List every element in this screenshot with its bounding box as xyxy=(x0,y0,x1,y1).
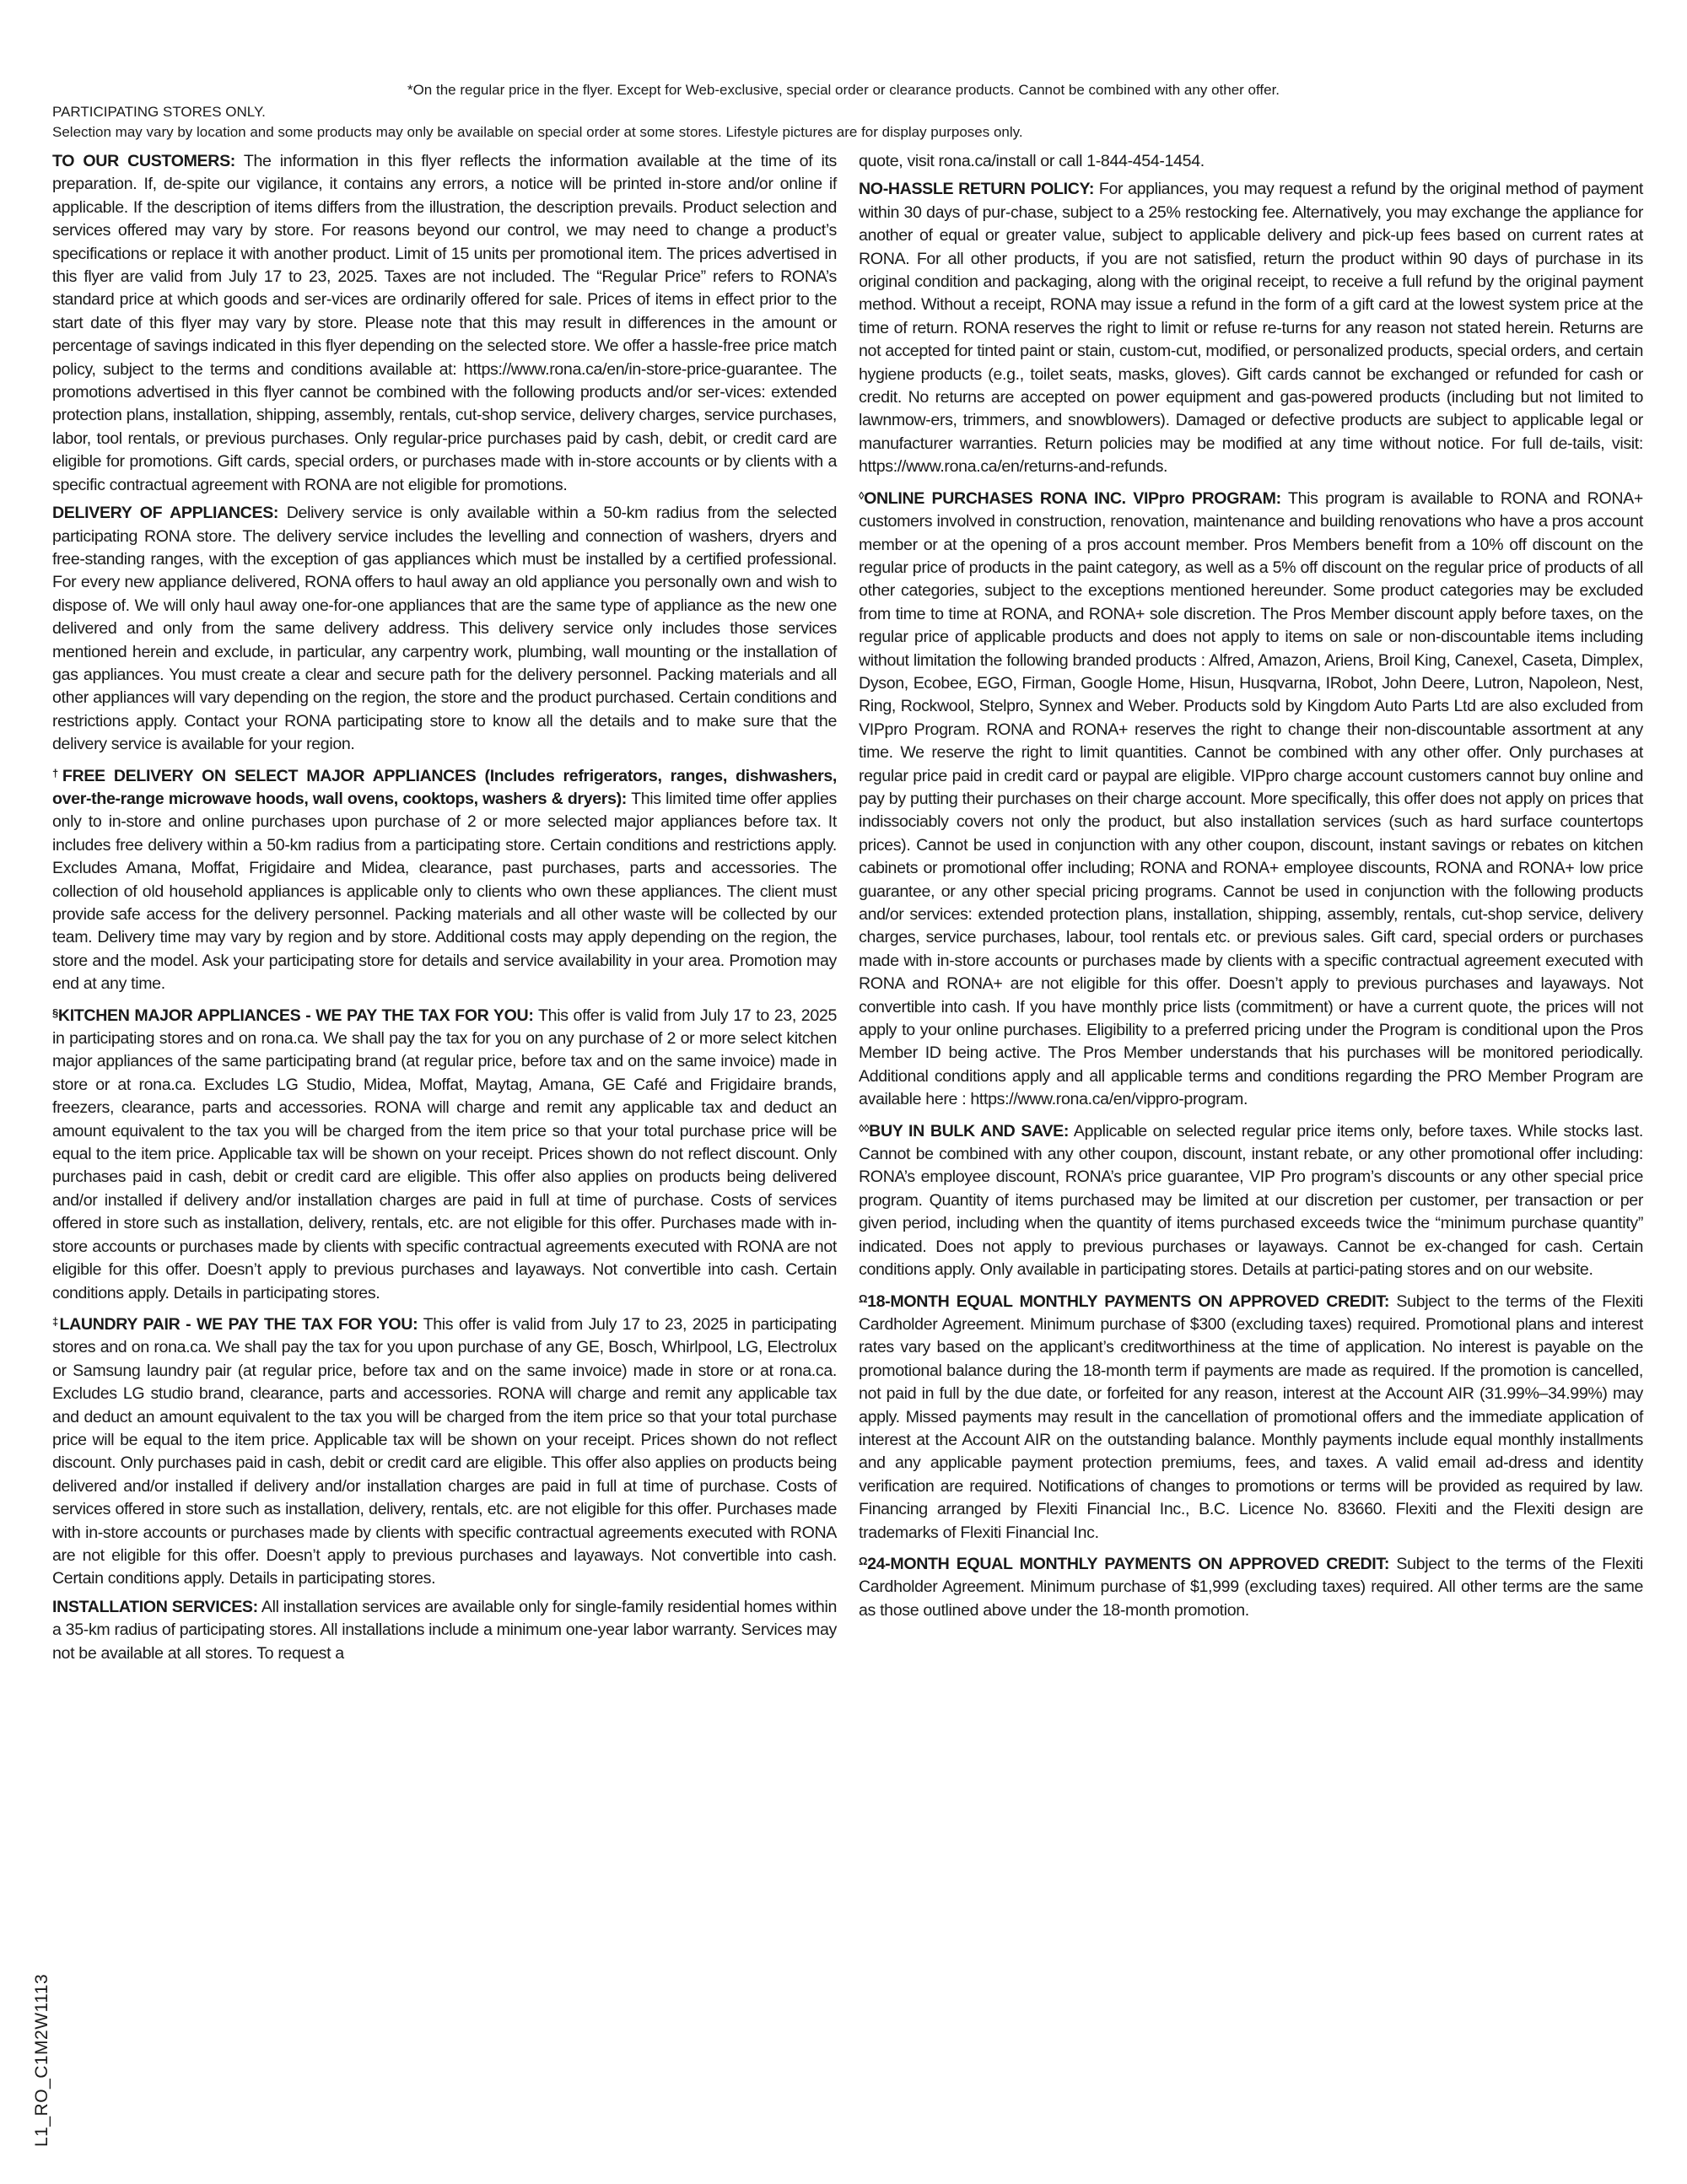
terms-body: For appliances, you may request a refund by the original method of payment within 30 days of pur-chase, subject to a 25% restocking fee. Alternatively, you may exchange the appliance for another of equal or greater value, subject to applicable delivery and pick-up fees based on current rates at RONA. For all other products, if you are not satisfied, return the product within 90 days of purchase in its original condition and packaging, along with the original receipt, to receive a full refund by the original payment method. Without a receipt, RONA may issue a refund in the form of a gift card at the lowest system price at the time of return. RONA reserves the right to limit or refuse re-turns for any reason not stated herein. Returns are not accepted for tinted paint or stain, custom-cut, modified, or personalized products, special orders, and certain hygiene products (e.g., toilet seats, masks, gloves). Gift cards cannot be exchanged or refunded for cash or credit. No returns are accepted on power equipment and gas-powered products (including but not limited to lawnmow-ers, trimmers, and snowblowers). Damaged or defective products are subject to applicable legal or manufacturer warranties. Return policies may be modified at any time without notice. For full de-tails, visit: https://www.rona.ca/en/returns-and-refunds. xyxy=(859,180,1643,477)
terms-paragraph xyxy=(52,1596,837,1665)
footnote-symbol: ◊◊ xyxy=(859,1121,870,1135)
terms-heading: DELIVERY OF APPLIANCES: xyxy=(52,504,279,523)
terms-paragraph xyxy=(859,150,1643,173)
terms-body: This limited time offer applies only to in-store and online purchases upon purchase of 2 or more selected major appliances before tax. It includes free delivery within a 50-km radius from a participating store. Certain conditions and restrictions apply. Excludes Amana, Moffat, Frigidaire and Midea, clearance, past purchases, parts and accessories. The collection of old household appliances is applicable only to clients who own these appliances. The client must provide safe access for the delivery personnel. Packing materials and all other waste will be collected by our team. Delivery time may vary by region and by store. Additional costs may apply depending on the region, the store and the model. Ask your participating store for details and service availability in your area. Promotion may end at any time. xyxy=(52,789,837,994)
left-column xyxy=(52,150,837,1670)
terms-body: Subject to the terms of the Flexiti Cardholder Agreement. Minimum purchase of $1,999 (excluding taxes) required. All other terms are the same as those outlined above under the 18-month promotion. xyxy=(859,1554,1643,1620)
terms-heading: 24-MONTH EQUAL MONTHLY PAYMENTS ON APPROVED CREDIT: xyxy=(867,1554,1390,1573)
right-column xyxy=(859,150,1643,1627)
terms-paragraph xyxy=(52,1001,837,1305)
selection-note: Selection may vary by location and some products may only be available on special order at some stores. Lifestyle pictures are for display purposes only. xyxy=(52,124,1023,140)
terms-heading: KITCHEN MAJOR APPLIANCES - WE PAY THE TAX FOR YOU: xyxy=(57,1006,534,1025)
footnote-symbol: § xyxy=(52,1006,58,1019)
terms-paragraph xyxy=(52,762,837,996)
terms-body: All installation services are available only for single-family residential homes within a 35-km radius of participating stores. All installations include a minimum one-year labor warranty. Services may not be available at all stores. To request a xyxy=(52,1597,838,1663)
terms-heading: NO-HASSLE RETURN POLICY: xyxy=(859,180,1094,199)
terms-paragraph xyxy=(859,1287,1643,1545)
footnote-symbol: † xyxy=(52,766,62,779)
footnote-symbol: ‡ xyxy=(52,1314,60,1328)
footnote-symbol: Ω xyxy=(859,1554,868,1567)
terms-heading: LAUNDRY PAIR - WE PAY THE TAX FOR YOU: xyxy=(59,1314,418,1334)
flyer-disclaimer: *On the regular price in the flyer. Except for Web-exclusive, special order or clearance products. Cannot be combined with any other offer. xyxy=(407,82,1280,98)
terms-body: Delivery service is only available within a 50-km radius from the selected participating RONA store. The delivery service includes the levelling and connection of washers, dryers and free-standing ranges, with the exception of gas appliances which must be installed by a certified professional. For every new appliance delivered, RONA offers to haul away an old appliance you personally own and wish to dispose of. We will only haul away one-for-one appliances that are the same type of appliance as the new one delivered and only from the same delivery address. This delivery service only includes those services mentioned herein and exclude, in particular, any carpentry work, plumbing, wall mounting or the installation of gas appliances. You must create a clear and secure path for the delivery personnel. Packing materials and all other appliances will vary depending on the region, the store and the product purchased. Certain conditions and restrictions apply. Contact your RONA participating store to know all the details and to make sure that the delivery service is available for your region. xyxy=(52,504,837,754)
flyer-code: L1_RO_C1M2W1113 xyxy=(32,1973,51,2147)
terms-body: quote, visit rona.ca/install or call 1-844-454-1454. xyxy=(859,152,1205,170)
terms-paragraph xyxy=(52,1310,837,1591)
footnote-symbol: ◊ xyxy=(859,488,865,502)
terms-body: This program is available to RONA and RONA+ customers involved in construction, renovation, maintenance and building renovations who have a pros account member or at the opening of a pros account member. Pros Members benefit from a 10% off discount on the regular price of products in the paint category, as well as a 5% off discount on the regular price of products of all other categories, subject to the exceptions mentioned hereunder. Some product categories may be excluded from time to time at RONA, and RONA+ sole discretion. The Pros Member discount apply before taxes, on the regular price of applicable products and does not apply to items on sale or non-discountable items including without limitation the following branded products : Alfred, Amazon, Ariens, Broil King, Canexel, Caseta, Dimplex, Dyson, Ecobee, EGO, Firman, Google Home, Hisun, Husqvarna, IRobot, John Deere, Lutron, Napoleon, Nest, Ring, Rockwool, Stelpro, Synnex and Weber. Products sold by Kingdom Auto Parts Ltd are also excluded from VIPpro Program. RONA and RONA+ reserves the right to change their non-discountable assortment at any time. We reserve the right to limit quantities. Cannot be combined with any other offer. Only purchases at regular price paid in credit card or paypal are eligible. VIPpro charge account customers cannot buy online and pay by putting their purchases on their charge account. More specifically, this offer does not apply on prices that indissociably covers not only the product, but also installation services (such as hard surface countertops prices). Cannot be used in conjunction with any other coupon, discount, instant savings or rebates on kitchen cabinets or promotional offer including; RONA and RONA+ employee discounts, RONA and RONA+ low price guarantee, or any other special pricing programs. Cannot be used in conjunction with the following products and/or services: extended protection plans, installation, shipping, assembly, rentals, cut-shop service, delivery charges, service purchases, labour, tool rentals etc. or previous sales. Gift card, special orders or purchases made with in-store accounts or purchases made by clients with a specific contractual agreement executed with RONA and RONA+ are not eligible for this offer. Doesn’t apply to previous purchases and layaways. Not convertible into cash. If you have monthly price lists (commitment) or have a current quote, the prices will not apply to your online purchases. Eligibility to a preferred pricing under the Program is conditional upon the Pros Member ID being active. The Pros Member understands that his purchases will be monitored periodically. Additional conditions apply and all applicable terms and conditions regarding the PRO Member Program are available here : https://www.rona.ca/en/vippro-program. xyxy=(859,488,1643,1109)
terms-body: Subject to the terms of the Flexiti Cardholder Agreement. Minimum purchase of $300 (excluding taxes) required. Promotional plans and interest rates vary based on the applicant’s creditworthiness at the time of application. No interest is payable on the promotional balance during the 18-month term if payments are made as required. If the promotion is cancelled, not paid in full by the due date, or forfeited for any reason, interest at the Account AIR (31.99%–34.99%) may apply. Missed payments may result in the cancellation of promotional offers and the immediate application of interest at the Account AIR on the outstanding balance. Monthly payments include equal monthly installments and any applicable payment protection premiums, fees, and taxes. A valid email ad-dress and identity verification are required. Notifications of changes to promotions or terms will be provided as required by law. Financing arranged by Flexiti Financial Inc., B.C. Licence No. 83660. Flexiti and the Flexiti design are trademarks of Flexiti Financial Inc. xyxy=(859,1292,1643,1542)
terms-paragraph xyxy=(859,1550,1643,1622)
terms-heading: ONLINE PURCHASES RONA INC. VIPpro PROGRAM: xyxy=(864,488,1281,508)
terms-body: The information in this flyer reflects the information available at the time of its preparation. If, de-spite our vigilance, it contains any errors, a notice will be printed in-store and/or online if applicable. If the description of items differs from the illustration, the description prevails. Product selection and services offered may vary by store. For reasons beyond our control, we may need to change a product’s specifications or replace it with another product. Limit of 15 units per promotional item. The prices advertised in this flyer are valid from July 17 to 23, 2025. Taxes are not included. The “Regular Price” refers to RONA’s standard price at which goods and ser-vices are ordinarily offered for sale. Prices of items in effect prior to the start date of this flyer may vary by store. Please note that this may result in differences in the amount or percentage of savings indicated in this flyer depending on the selected store. We offer a hassle-free price match policy, subject to the terms and conditions available at: https://www.rona.ca/en/in-store-price-guarantee. The promotions advertised in this flyer cannot be combined with the following products and/or ser-vices: extended protection plans, installation, shipping, assembly, rentals, cut-shop service, delivery charges, service purchases, labor, tool rentals, or previous purchases. Only regular-price purchases paid by cash, debit, or credit card are eligible for promotions. Gift cards, special orders, or purchases made with in-store accounts or by clients with a specific contractual agreement with RONA are not eligible for promotions. xyxy=(52,152,837,494)
terms-paragraph xyxy=(52,502,837,756)
terms-paragraph xyxy=(52,150,837,497)
participating-stores-note: PARTICIPATING STORES ONLY. xyxy=(52,104,266,120)
terms-paragraph xyxy=(859,484,1643,1112)
terms-paragraph xyxy=(859,1117,1643,1282)
terms-heading: BUY IN BULK AND SAVE: xyxy=(869,1121,1070,1141)
terms-heading: FREE DELIVERY ON SELECT MAJOR APPLIANCES (Includes refrigerators, ranges, dishwashers, over-the-range microwave hoods, wall ovens, cooktops, washers & dryers): xyxy=(52,766,837,808)
terms-body: This offer is valid from July 17 to 23, 2025 in participating stores and on rona.ca. We shall pay the tax for you upon purchase of any GE, Bosch, Whirlpool, LG, Electrolux or Samsung laundry pair (at regular price, before tax and on the same invoice) made in store or at rona.ca. Excludes LG studio brand, clearance, parts and accessories. RONA will charge and remit any applicable tax and deduct an amount equivalent to the tax you will be charged from the item price so that your total purchase price will be equal to the item price. Applicable tax will be shown on your receipt. Prices shown do not reflect discount. Only purchases paid in cash, debit or credit card are eligible. This offer also applies on products being delivered and/or installed if delivery and/or installation charges are paid in full at time of purchase. Costs of services offered in store such as installation, delivery, rentals, etc. are not eligible for this offer. Purchases made with in-store accounts or purchases made by clients with specific contractual agreements executed with RONA are not eligible for this offer. Doesn’t apply to previous purchases and layaways. Not convertible into cash. Certain conditions apply. Details in participating stores. xyxy=(52,1314,837,1588)
terms-heading: TO OUR CUSTOMERS: xyxy=(52,152,235,170)
terms-body: Applicable on selected regular price items only, before taxes. While stocks last. Cannot be combined with any other coupon, discount, instant rebate, or any other promotional offer including: RONA’s employee discount, RONA’s price guarantee, VIP Pro program’s discounts or any other special price program. Quantity of items purchased may be limited at our discretion per customer, per transaction or per given period, including when the quantity of items purchased exceeds twice the “minimum purchase quantity” indicated. Does not apply to previous purchases or layaways. Cannot be ex-changed for cash. Certain conditions apply. Only available in participating stores. Details at partici-pating stores and on our website. xyxy=(859,1121,1643,1280)
terms-heading: 18-MONTH EQUAL MONTHLY PAYMENTS ON APPROVED CREDIT: xyxy=(867,1292,1390,1311)
terms-heading: INSTALLATION SERVICES: xyxy=(52,1597,258,1616)
footnote-symbol: Ω xyxy=(859,1292,868,1305)
terms-body: This offer is valid from July 17 to 23, 2025 in participating stores and on rona.ca. We shall pay the tax for you on any purchase of 2 or more select kitchen major appliances of the same participating brand (at regular price, before tax and on the same invoice) made in store or at rona.ca. Excludes LG Studio, Midea, Moffat, Maytag, Amana, GE Café and Frigidaire brands, freezers, clearance, parts and accessories. RONA will charge and remit any applicable tax and deduct an amount equivalent to the tax you will be charged from the item price so that your total purchase price will be equal to the item price. Applicable tax will be shown on your receipt. Prices shown do not reflect discount. Only purchases paid in cash, debit or credit card are eligible. This offer also applies on products being delivered and/or installed if delivery and/or installation charges are paid in full at time of purchase. Costs of services offered in store such as installation, delivery, rentals, etc. are not eligible for this offer. Purchases made with in-store accounts or purchases made by clients with specific contractual agreements executed with RONA are not eligible for this offer. Doesn’t apply to previous purchases and layaways. Not convertible into cash. Certain conditions apply. Details in participating stores. xyxy=(52,1006,837,1302)
terms-paragraph xyxy=(859,178,1643,478)
